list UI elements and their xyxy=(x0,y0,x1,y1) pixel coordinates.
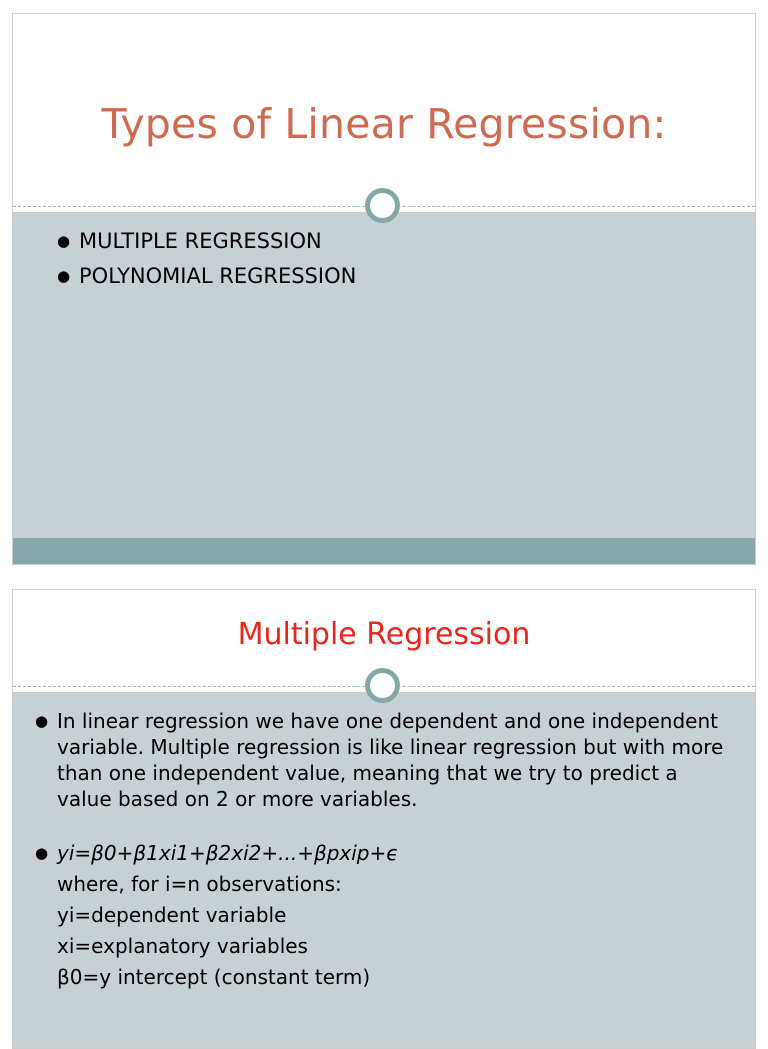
formula: yi=β0+β1xi1+β2xi2+...+βpxip+ϵ xyxy=(57,841,399,865)
definition-line: xi=explanatory variables xyxy=(57,934,308,958)
bullet-dot-icon: ● xyxy=(57,267,71,285)
bullet-dot-icon: ● xyxy=(35,712,49,730)
bullet-item: ● POLYNOMIAL REGRESSION xyxy=(57,259,356,294)
bullet-item-paragraph xyxy=(35,708,735,812)
ring-ornament-icon xyxy=(365,668,400,703)
ring-ornament-icon xyxy=(365,188,400,223)
bullet-dot-icon: ● xyxy=(35,844,49,862)
slide-types-of-linear-regression xyxy=(12,13,756,565)
formula-where-line: where, for i=n observations: xyxy=(57,872,342,896)
slide-multiple-regression xyxy=(12,589,756,1049)
bullet-item: ● MULTIPLE REGRESSION xyxy=(57,224,356,259)
definition-line: β0=y intercept (constant term) xyxy=(57,965,371,989)
slide-title: Types of Linear Regression: xyxy=(101,100,667,148)
definition-line: yi=dependent variable xyxy=(57,903,287,927)
bullet-item-formula xyxy=(35,838,735,993)
bullet-list xyxy=(57,224,356,294)
bullet-dot-icon: ● xyxy=(57,232,71,250)
paragraph-text: In linear regression we have one dependent and one independent variable. Multiple regression is like linear regression but with more than one independent value, meaning that we try to predict a value based on 2 or more variables. xyxy=(57,709,724,811)
footer-band xyxy=(13,538,755,564)
title-area xyxy=(13,14,755,207)
bullet-list xyxy=(35,708,735,993)
slide-title: Multiple Regression xyxy=(237,617,531,652)
